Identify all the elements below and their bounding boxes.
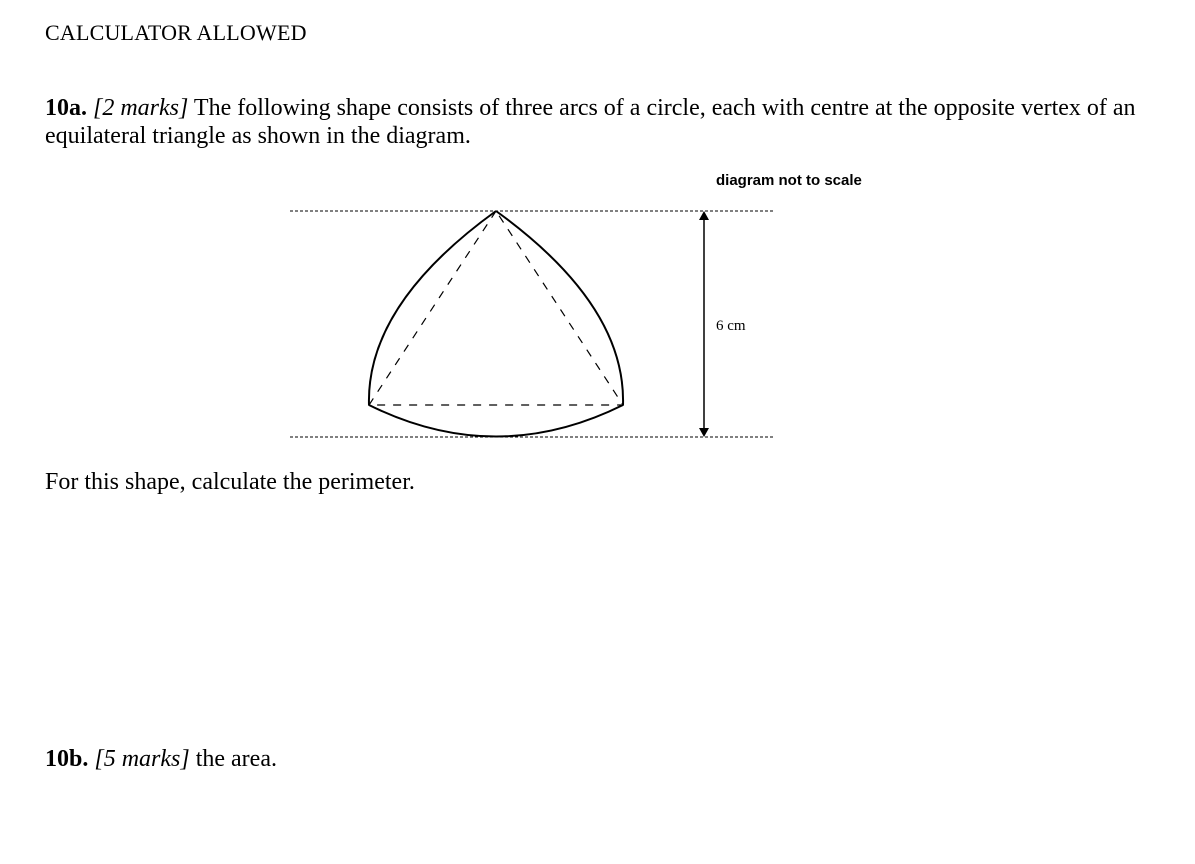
calculator-allowed-header: CALCULATOR ALLOWED bbox=[45, 20, 307, 45]
arrow-down-icon bbox=[699, 428, 709, 437]
perimeter-prompt: For this shape, calculate the perimeter. bbox=[45, 469, 415, 495]
dimension-label: 6 cm bbox=[716, 318, 746, 334]
question-marks: [5 marks] bbox=[94, 746, 190, 772]
right-arc bbox=[496, 211, 623, 405]
bottom-arc bbox=[369, 405, 623, 437]
question-marks: [2 marks] bbox=[93, 95, 189, 121]
equilateral-triangle bbox=[369, 211, 623, 405]
question-text: The following shape consists of three arcs of a circle, each with centre at the opposite vertex of an equilateral triangle as shown in the diagram. bbox=[45, 95, 1136, 149]
arrow-up-icon bbox=[699, 211, 709, 220]
question-number: 10a. bbox=[45, 95, 87, 121]
question-10b bbox=[45, 746, 277, 773]
question-number: 10b. bbox=[45, 746, 89, 772]
not-to-scale-note: diagram not to scale bbox=[716, 172, 862, 189]
question-text: the area. bbox=[195, 746, 277, 772]
